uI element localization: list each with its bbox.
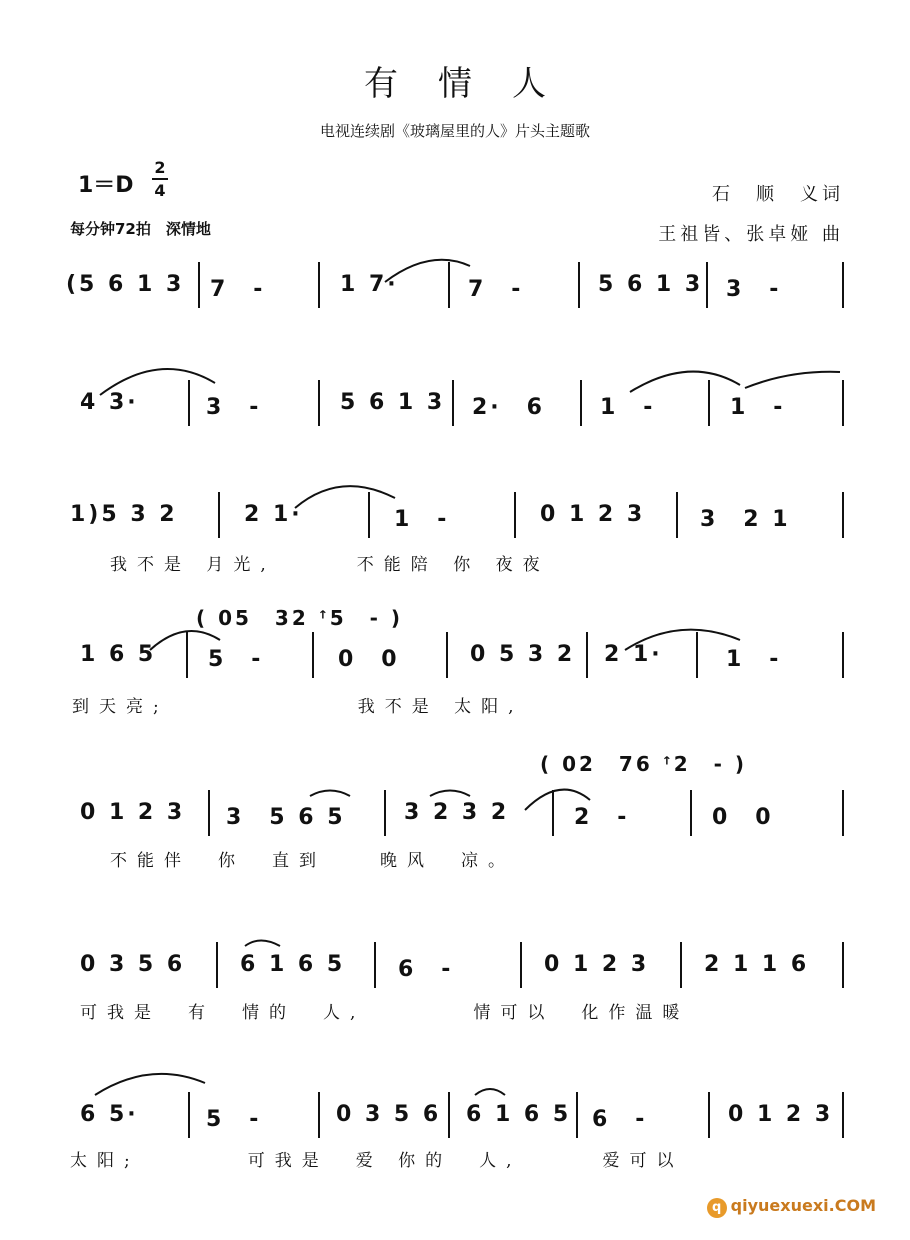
bar-line [374, 942, 376, 988]
measure: 6 - [398, 957, 454, 982]
measure: 1 6 5 [80, 642, 157, 667]
bar-line [318, 380, 320, 426]
bar-line [580, 380, 582, 426]
bar-line [842, 632, 844, 678]
watermark-text: qiyuexuexi.COM [730, 1196, 876, 1215]
slur [745, 372, 840, 388]
bar-line [208, 790, 210, 836]
measure: 0 1 2 3 [544, 952, 650, 977]
bar-line [448, 262, 450, 308]
bar-line [576, 1092, 578, 1138]
bar-line [706, 262, 708, 308]
measure: 3 - [206, 395, 262, 420]
bar-line [216, 942, 218, 988]
measure: 0 3 5 6 [80, 952, 186, 977]
slur [430, 791, 470, 797]
song-title: 有情人 [364, 64, 586, 104]
bar-line [514, 492, 516, 538]
composer-credit: 王祖皆、张卓娅 曲 [658, 224, 844, 245]
slur [245, 941, 280, 947]
measure: 7 - [468, 277, 524, 302]
bar-line [842, 380, 844, 426]
lyric-line: 太阳; 可我是 爱 你的 人, 爱可以 [70, 1151, 684, 1171]
bar-line [842, 1092, 844, 1138]
measure: 1 - [394, 507, 450, 532]
bar-line [446, 632, 448, 678]
lyric-line: 不能伴 你 直到 晚风 凉。 [110, 851, 515, 871]
measure: 1 - [730, 395, 786, 420]
bar-line [312, 632, 314, 678]
bar-line [696, 632, 698, 678]
accompaniment-phrase: ( 05 32 ꜛ5 - ) [196, 606, 404, 630]
measure: 2 1· [604, 642, 663, 667]
bar-line [586, 632, 588, 678]
logo-icon: q [707, 1198, 727, 1218]
measure: 2 - [574, 805, 630, 830]
measure: 3 5 6 5 [226, 805, 346, 830]
measure: 0 1 2 3 [80, 800, 186, 825]
bar-line [578, 262, 580, 308]
bar-line [842, 790, 844, 836]
bar-line [842, 492, 844, 538]
measure: 0 1 2 3 [728, 1102, 834, 1127]
slur [295, 486, 395, 508]
measure: 6 5· [80, 1102, 139, 1127]
measure: 1 - [600, 395, 656, 420]
bar-line [198, 262, 200, 308]
measure: 3 - [726, 277, 782, 302]
measure: 3 2 1 [700, 507, 791, 532]
lyric-line: 我不是 月光, 不能陪 你 夜夜 [110, 555, 550, 575]
measure: (5 6 1 3 [66, 272, 185, 297]
bar-line [708, 1092, 710, 1138]
song-subtitle: 电视连续剧《玻璃屋里的人》片头主题歌 [319, 122, 590, 140]
time-signature-bottom: 4 [154, 181, 166, 200]
accompaniment-phrase: ( 02 76 ꜛ2 - ) [540, 752, 748, 776]
slur [310, 791, 350, 797]
measure: 7 - [210, 277, 266, 302]
bar-line [188, 1092, 190, 1138]
bar-line [708, 380, 710, 426]
measure: 6 1 6 5 [240, 952, 346, 977]
bar-line [680, 942, 682, 988]
measure: 6 - [592, 1107, 648, 1132]
site-watermark [707, 1196, 876, 1218]
bar-line [186, 632, 188, 678]
slur [475, 1089, 505, 1095]
measure: 2 1 1 6 [704, 952, 810, 977]
measure: 5 - [208, 647, 264, 672]
bar-line [448, 1092, 450, 1138]
bar-line [318, 262, 320, 308]
bar-line [520, 942, 522, 988]
time-signature [150, 158, 170, 200]
bar-line [384, 790, 386, 836]
bar-line [552, 790, 554, 836]
measure: 0 0 [712, 805, 774, 830]
lyricist-credit: 石 顺 义词 [712, 184, 844, 205]
measure: 3 2 3 2 [404, 800, 510, 825]
slur [630, 372, 740, 392]
measure: 5 6 1 3 [340, 390, 446, 415]
bar-line [676, 492, 678, 538]
measure: 0 0 [338, 647, 400, 672]
bar-line [452, 380, 454, 426]
bar-line [318, 1092, 320, 1138]
measure: 0 5 3 2 [470, 642, 576, 667]
bar-line [218, 492, 220, 538]
bar-line [368, 492, 370, 538]
measure: 0 1 2 3 [540, 502, 646, 527]
tempo-marking: 每分钟72拍 深情地 [70, 220, 211, 238]
measure: 2· 6 [472, 395, 545, 420]
measure: 6 1 6 5 [466, 1102, 572, 1127]
measure: 1 - [726, 647, 782, 672]
lyric-line: 到天亮; 我不是 太阳, [72, 697, 524, 717]
measure: 5 - [206, 1107, 262, 1132]
bar-line [842, 262, 844, 308]
key-signature: 1＝D [78, 173, 134, 198]
measure: 5 6 1 3 [598, 272, 704, 297]
lyric-line: 可我是 有 情的 人, 情可以 化作温暖 [80, 1003, 690, 1023]
measure: 1)5 3 2 [70, 502, 178, 527]
measure: 1 7· [340, 272, 399, 297]
bar-line [690, 790, 692, 836]
time-signature-top: 2 [154, 158, 166, 177]
measure: 2 1· [244, 502, 303, 527]
bar-line [188, 380, 190, 426]
bar-line [842, 942, 844, 988]
measure: 0 3 5 6 [336, 1102, 442, 1127]
measure: 4 3· [80, 390, 139, 415]
